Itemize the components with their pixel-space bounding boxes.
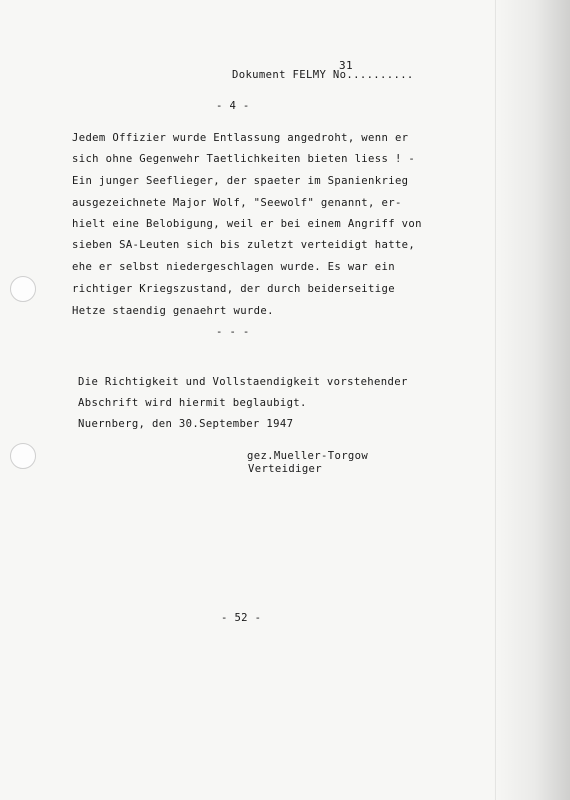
document-reference-prefix: Dokument FELMY No.: [232, 69, 354, 81]
body-line: richtiger Kriegszustand, der durch beiderseitige: [72, 283, 395, 295]
document-number: 31: [339, 59, 353, 72]
body-line: sieben SA-Leuten sich bis zuletzt verteidigt hatte,: [72, 239, 416, 251]
punch-hole-bottom: [10, 443, 36, 469]
page-edge-line: [495, 0, 496, 800]
body-line: Ein junger Seeflieger, der spaeter im Spanienkrieg: [72, 175, 409, 187]
certification-line: Die Richtigkeit und Vollstaendigkeit vorstehender: [78, 376, 408, 388]
document-reference-dots: .........: [353, 69, 414, 81]
certification-line: Abschrift wird hiermit beglaubigt.: [78, 397, 307, 409]
document-reference: [232, 70, 414, 81]
body-line: sich ohne Gegenwehr Taetlichkeiten bieten liess ! -: [72, 153, 416, 165]
page-marker: - 4 -: [216, 100, 250, 112]
signature-role: Verteidiger: [248, 463, 323, 475]
certification-place-date: Nuernberg, den 30.September 1947: [78, 418, 294, 430]
body-line: ehe er selbst niedergeschlagen wurde. Es war ein: [72, 261, 395, 273]
signature-name: gez.Mueller-Torgow: [247, 450, 369, 462]
body-line: ausgezeichnete Major Wolf, "Seewolf" genannt, er-: [72, 197, 402, 209]
body-line: Hetze staendig genaehrt wurde.: [72, 305, 274, 317]
body-line: hielt eine Belobigung, weil er bei einem Angriff von: [72, 218, 422, 230]
page-edge-shadow: [492, 0, 570, 800]
punch-hole-top: [10, 276, 36, 302]
section-separator: - - -: [216, 326, 250, 338]
body-line: Jedem Offizier wurde Entlassung angedroht, wenn er: [72, 132, 409, 144]
page-number: - 52 -: [221, 612, 262, 624]
